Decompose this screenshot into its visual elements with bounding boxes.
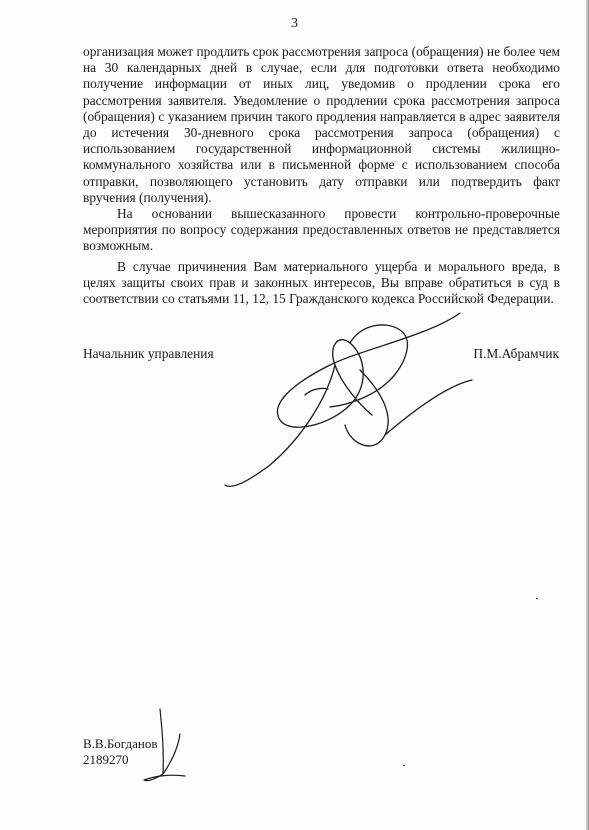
page-number: 3: [291, 16, 298, 31]
paragraph-legal-notice: В случае причинения Вам материального ущерба и морального вреда, в целях защиты своих прав и законных интересов, Вы вправе обратиться в суд в соответствии со статьями 11, 12, 15 Гражданского кодекса Российской Федерации.: [83, 258, 560, 307]
executor-name: В.В.Богданов: [83, 736, 158, 751]
letter-body: [83, 44, 560, 307]
paragraph-conclusion: На основании вышесказанного провести контрольно-проверочные мероприятия по вопросу содержания предоставленных ответов не представляется возможным.: [83, 206, 560, 254]
handwritten-signature: [210, 295, 480, 495]
paragraph-continuation: организация может продлить срок рассмотрения запроса (обращения) не более чем на 30 календарных дней в случае, если для подготовки ответа необходимо получение информации от иных лиц, уведомив о продлении срока его рассмотрения заявителя. Уведомление о продлении срока рассмотрения запроса (обращения) с указанием причин такого продления направляется в адрес заявителя до истечения 30-дневного срока рассмотрения запроса (обращения) с использованием государственной информационной системы жилищно-коммунального хозяйства или в письменной форме с использованием способа отправки, позволяющего установить дату отправки или подтвердить факт вручения (получения).: [83, 44, 560, 205]
signatory-title: Начальник управления: [83, 346, 214, 361]
executor-phone: 2189270: [83, 752, 129, 767]
initials-mark: [130, 704, 190, 804]
signatory-name: П.М.Абрамчик: [473, 346, 559, 361]
